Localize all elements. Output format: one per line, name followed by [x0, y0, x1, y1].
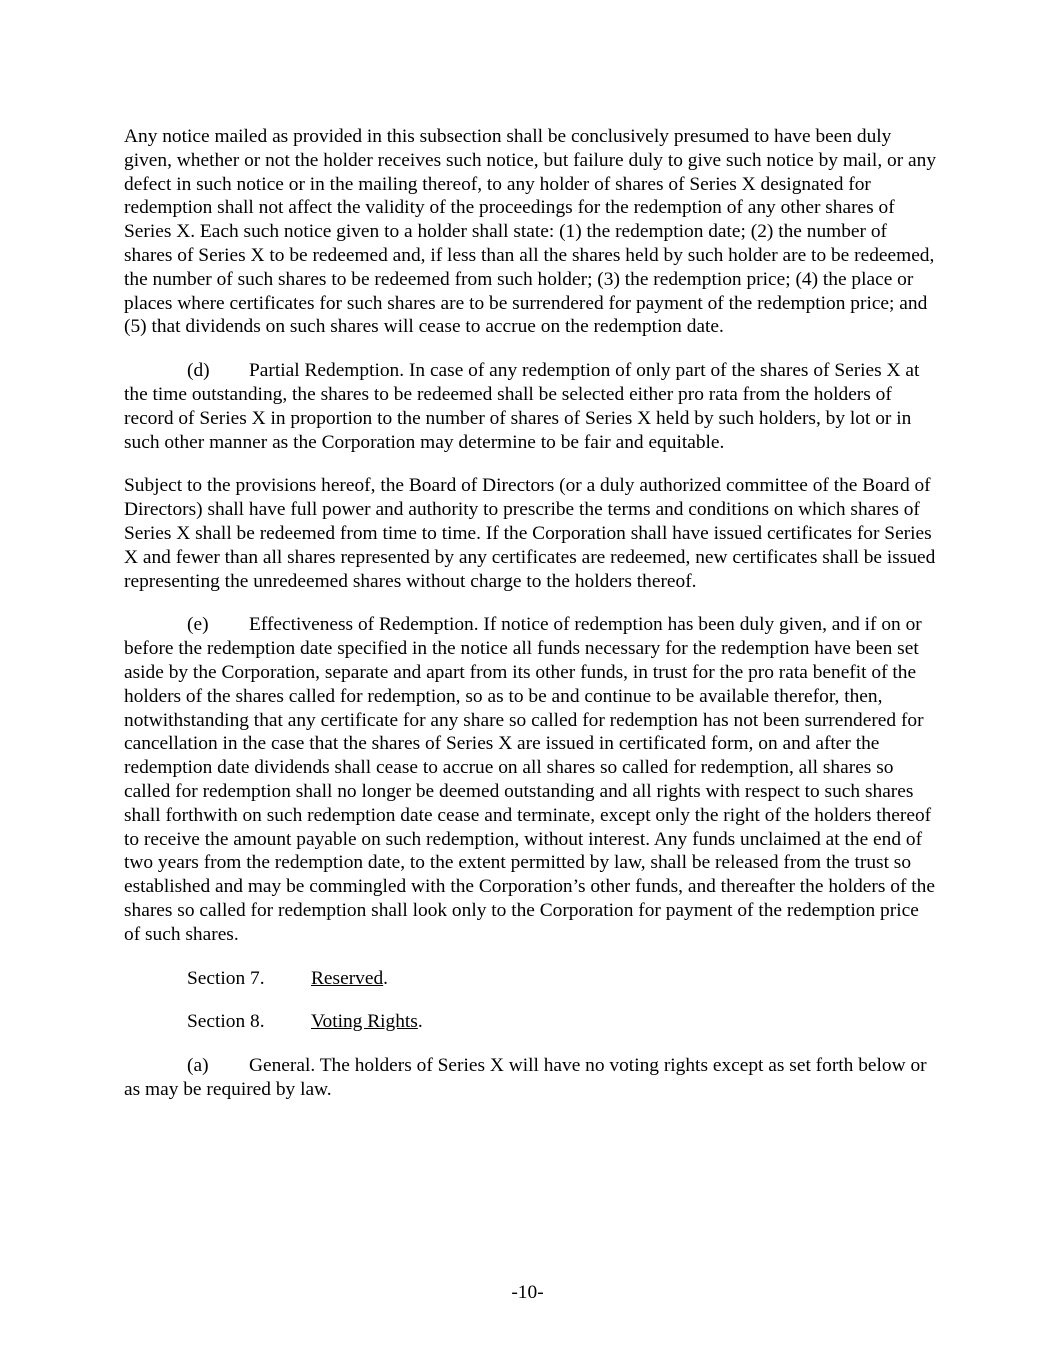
clause-label-e: (e) [187, 614, 209, 636]
document-body [124, 125, 936, 1122]
paragraph-voting-general [124, 1054, 936, 1102]
clause-text-d: Partial Redemption. In case of any redemption of only part of the shares of Series X at the time outstanding, the shares to be redeemed shall be selected either pro rata from the holders of record of Series X in proportion to the number of shares of Series X held by such holders, by lot or in such other manner as the Corporation may determine to be fair and equitable. [124, 360, 920, 453]
section-8-title: Voting Rights [311, 1011, 418, 1033]
section-8-period: . [417, 1011, 423, 1033]
section-7-period: . [383, 967, 389, 989]
clause-text-a: General. The holders of Series X will have no voting rights except as set forth below or as may be required by law. [124, 1055, 927, 1100]
section-7-number: Section 7. [187, 967, 265, 989]
clause-label-d: (d) [187, 360, 210, 382]
paragraph-board-authority: Subject to the provisions hereof, the Board of Directors (or a duly authorized committee of the Board of Directors) shall have full power and authority to prescribe the terms and conditions on which shares of Series X shall be redeemed from time to time. If the Corporation shall have issued certificates for Series X and fewer than all shares represented by any certificates are redeemed, new certificates shall be issued representing the unredeemed shares without charge to the holders thereof. [124, 475, 936, 592]
paragraph-effectiveness-of-redemption [124, 613, 936, 946]
clause-text-e: Effectiveness of Redemption. If notice of redemption has been duly given, and if on or before the redemption date specified in the notice all funds necessary for the redemption have been set aside by the Corporation, separate and apart from its other funds, in trust for the pro rata benefit of the holders of the shares called for redemption, so as to be and continue to be available therefor, then, notwithstanding that any certificate for any share so called for redemption has not been surrendered for cancellation in the case that the shares of Series X are issued in certificated form, on and after the redemption date dividends shall cease to accrue on all shares so called for redemption, all shares so called for redemption shall no longer be deemed outstanding and all rights with respect to such shares shall forthwith on such redemption date cease and terminate, except only the right of the holders thereof to receive the amount payable on such redemption, without interest. Any funds unclaimed at the end of two years from the redemption date, to the extent permitted by law, shall be released from the trust so established and may be commingled with the Corporation’s other funds, and thereafter the holders of the shares so called for redemption shall look only to the Corporation for payment of the redemption price of such shares. [124, 614, 935, 945]
section-7-title: Reserved [311, 967, 384, 989]
section-8-number: Section 8. [187, 1011, 265, 1033]
section-8-heading [124, 1010, 936, 1034]
paragraph-notice-mailed: Any notice mailed as provided in this subsection shall be conclusively presumed to have been duly given, whether or not the holder receives such notice, but failure duly to give such notice by mail, or any defect in such notice or in the mailing thereof, to any holder of shares of Series X designated for redemption shall not affect the validity of the proceedings for the redemption of any other shares of Series X. Each such notice given to a holder shall state: (1) the redemption date; (2) the number of shares of Series X to be redeemed and, if less than all the shares held by such holder are to be redeemed, the number of such shares to be redeemed from such holder; (3) the redemption price; (4) the place or places where certificates for such shares are to be surrendered for payment of the redemption price; and (5) that dividends on such shares will cease to accrue on the redemption date. [124, 126, 937, 338]
paragraph-partial-redemption [124, 359, 936, 454]
clause-label-a: (a) [187, 1055, 209, 1077]
section-7-heading [124, 967, 936, 991]
page-number: -10- [511, 1282, 544, 1303]
